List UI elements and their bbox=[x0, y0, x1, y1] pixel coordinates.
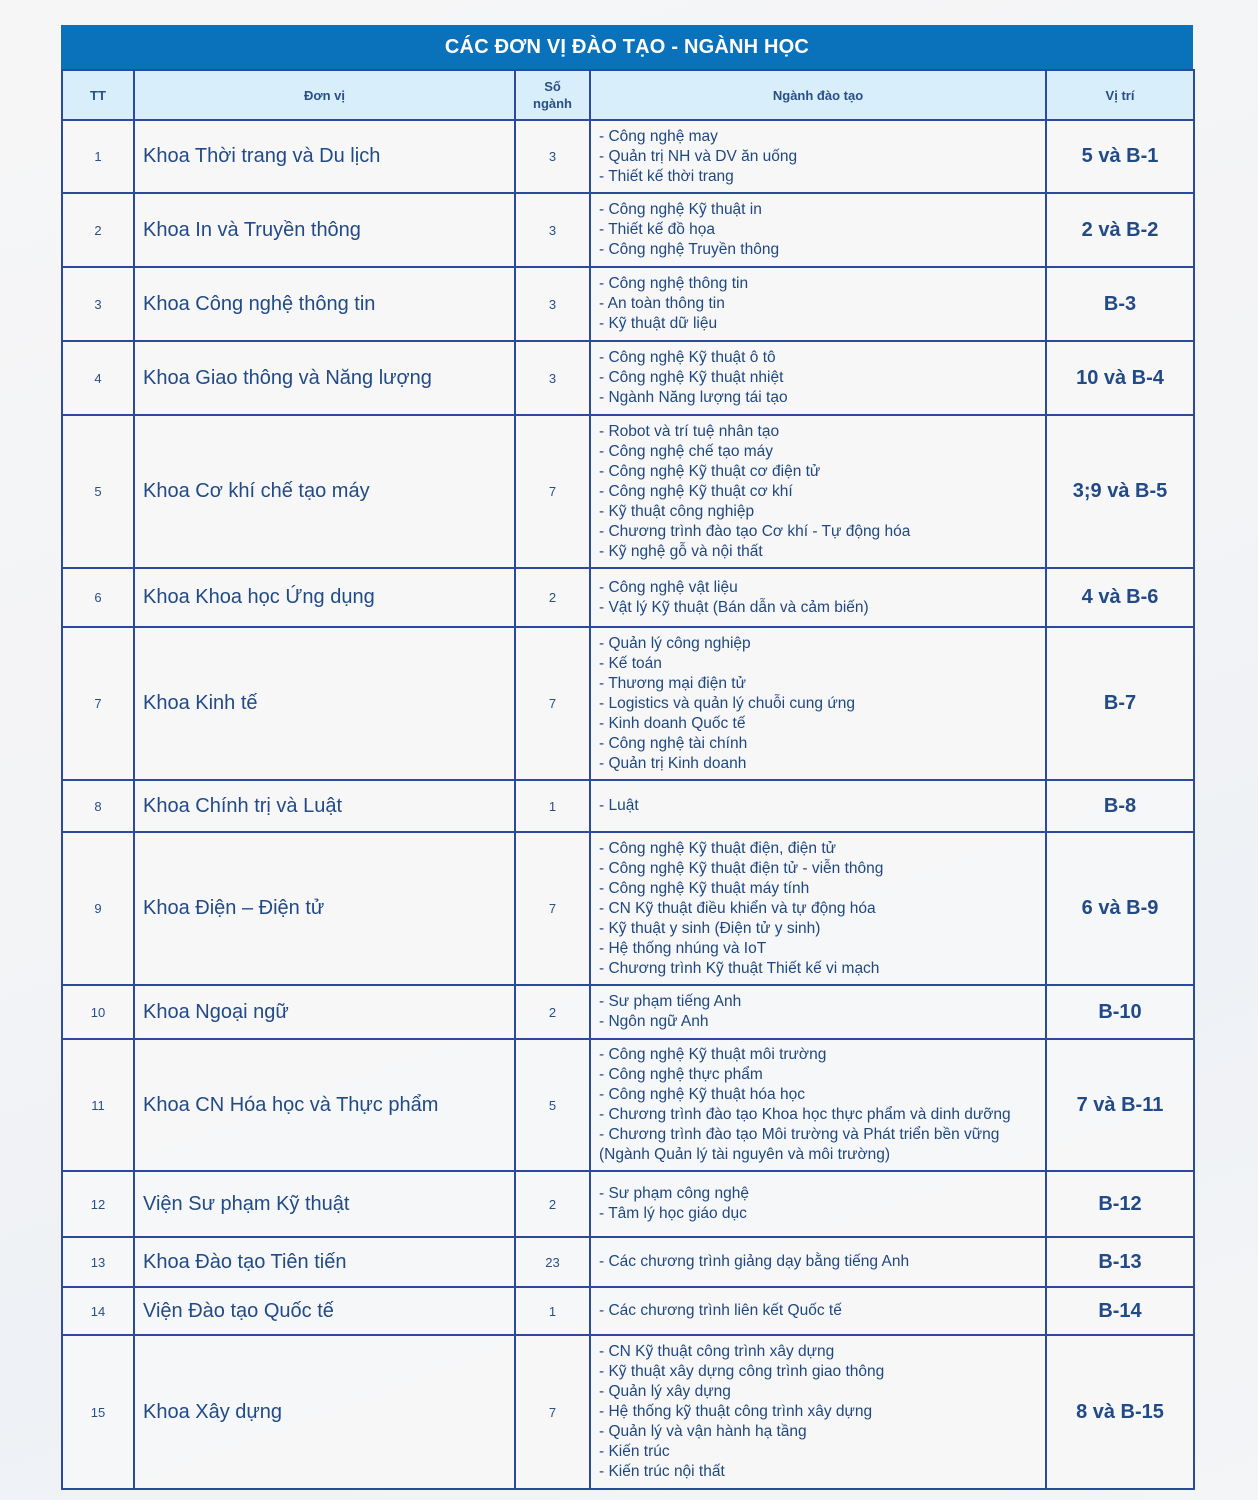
location: 3;9 và B-5 bbox=[1046, 415, 1194, 568]
major-item: - Ngành Năng lượng tái tạo bbox=[599, 389, 788, 406]
major-item: (Ngành Quản lý tài nguyên và môi trường) bbox=[599, 1146, 891, 1163]
unit-name: Khoa Kinh tế bbox=[134, 627, 515, 780]
location: 2 và B-2 bbox=[1046, 193, 1194, 267]
column-header-count-line1: Số bbox=[544, 79, 561, 94]
table-row bbox=[62, 1237, 1194, 1287]
column-header-majors: Ngành đào tạo bbox=[590, 70, 1046, 120]
row-number: 10 bbox=[62, 985, 134, 1039]
major-item: - Quản trị Kinh doanh bbox=[599, 754, 747, 772]
major-item: - Các chương trình liên kết Quốc tế bbox=[599, 1302, 842, 1319]
major-item: - Công nghệ Kỹ thuật môi trường bbox=[599, 1046, 827, 1063]
major-item: - Vật lý Kỹ thuật (Bán dẫn và cảm biến) bbox=[599, 598, 869, 616]
major-count: 1 bbox=[515, 780, 590, 832]
table-row bbox=[62, 627, 1194, 780]
location: 8 và B-15 bbox=[1046, 1335, 1194, 1489]
row-number: 7 bbox=[62, 627, 134, 780]
table-row bbox=[62, 193, 1194, 267]
row-number: 4 bbox=[62, 341, 134, 415]
location: 10 và B-4 bbox=[1046, 341, 1194, 415]
major-item: - Công nghệ Kỹ thuật điện tử - viễn thông bbox=[599, 859, 884, 877]
unit-name: Khoa Thời trang và Du lịch bbox=[134, 120, 515, 193]
major-item: - Công nghệ chế tạo máy bbox=[599, 442, 774, 460]
major-item: - Công nghệ Kỹ thuật cơ khí bbox=[599, 482, 793, 500]
major-item: - Kỹ thuật xây dựng công trình giao thông bbox=[599, 1363, 885, 1380]
majors-list bbox=[590, 193, 1046, 267]
major-item: - Công nghệ vật liệu bbox=[599, 578, 738, 596]
major-item: - Công nghệ Kỹ thuật cơ điện tử bbox=[599, 462, 821, 480]
major-item: - Công nghệ Kỹ thuật nhiệt bbox=[599, 369, 784, 386]
row-number: 8 bbox=[62, 780, 134, 832]
major-count: 2 bbox=[515, 568, 590, 627]
table-header-row bbox=[62, 70, 1194, 120]
unit-name: Khoa In và Truyền thông bbox=[134, 193, 515, 267]
major-count: 23 bbox=[515, 1237, 590, 1287]
row-number: 2 bbox=[62, 193, 134, 267]
majors-list bbox=[590, 985, 1046, 1039]
unit-name: Khoa Ngoại ngữ bbox=[134, 985, 515, 1039]
table-row bbox=[62, 1171, 1194, 1237]
row-number: 3 bbox=[62, 267, 134, 341]
unit-name: Khoa Điện – Điện tử bbox=[134, 832, 515, 985]
major-item: - Thiết kế thời trang bbox=[599, 167, 734, 185]
major-item: - Chương trình Kỹ thuật Thiết kế vi mạch bbox=[599, 959, 880, 977]
row-number: 6 bbox=[62, 568, 134, 627]
major-item: - Công nghệ tài chính bbox=[599, 734, 748, 752]
majors-list bbox=[590, 1171, 1046, 1237]
major-count: 7 bbox=[515, 1335, 590, 1489]
table-row bbox=[62, 832, 1194, 985]
major-item: - Chương trình đào tạo Khoa học thực phẩm và dinh dưỡng bbox=[599, 1106, 1011, 1123]
unit-name: Viện Đào tạo Quốc tế bbox=[134, 1287, 515, 1335]
table-title: CÁC ĐƠN VỊ ĐÀO TẠO - NGÀNH HỌC bbox=[61, 25, 1193, 69]
major-item: - CN Kỹ thuật công trình xây dựng bbox=[599, 1343, 835, 1360]
major-item: - Hệ thống nhúng và IoT bbox=[599, 939, 767, 957]
major-item: - Quản lý và vận hành hạ tầng bbox=[599, 1423, 807, 1440]
major-item: - Chương trình đào tạo Môi trường và Phát triển bền vững bbox=[599, 1126, 1000, 1143]
major-item: - Kiến trúc nội thất bbox=[599, 1463, 725, 1480]
major-item: - Công nghệ Truyền thông bbox=[599, 241, 780, 258]
location: 7 và B-11 bbox=[1046, 1039, 1194, 1171]
major-count: 5 bbox=[515, 1039, 590, 1171]
major-item: - CN Kỹ thuật điều khiển và tự động hóa bbox=[599, 899, 876, 917]
location: 6 và B-9 bbox=[1046, 832, 1194, 985]
major-item: - Công nghệ may bbox=[599, 127, 718, 145]
major-count: 7 bbox=[515, 627, 590, 780]
table-row bbox=[62, 1039, 1194, 1171]
table-row bbox=[62, 1335, 1194, 1489]
majors-list bbox=[590, 341, 1046, 415]
major-item: - Chương trình đào tạo Cơ khí - Tự động hóa bbox=[599, 522, 911, 540]
column-header-location: Vị trí bbox=[1046, 70, 1194, 120]
location: B-8 bbox=[1046, 780, 1194, 832]
majors-list bbox=[590, 1237, 1046, 1287]
major-item: - Công nghệ Kỹ thuật in bbox=[599, 201, 762, 218]
location: B-7 bbox=[1046, 627, 1194, 780]
majors-list bbox=[590, 267, 1046, 341]
major-item: - Logistics và quản lý chuỗi cung ứng bbox=[599, 694, 855, 712]
major-item: - Kỹ thuật y sinh (Điện tử y sinh) bbox=[599, 919, 821, 937]
major-item: - Quản lý xây dựng bbox=[599, 1383, 731, 1400]
major-count: 3 bbox=[515, 341, 590, 415]
majors-list bbox=[590, 832, 1046, 985]
units-table bbox=[61, 69, 1195, 1490]
table-row bbox=[62, 1287, 1194, 1335]
majors-list bbox=[590, 780, 1046, 832]
major-item: - Kỹ thuật dữ liệu bbox=[599, 315, 718, 332]
table-row bbox=[62, 341, 1194, 415]
location: B-3 bbox=[1046, 267, 1194, 341]
row-number: 11 bbox=[62, 1039, 134, 1171]
majors-list bbox=[590, 1287, 1046, 1335]
majors-list bbox=[590, 120, 1046, 193]
majors-list bbox=[590, 415, 1046, 568]
major-item: - Thiết kế đồ họa bbox=[599, 221, 716, 238]
location: B-14 bbox=[1046, 1287, 1194, 1335]
table-row bbox=[62, 985, 1194, 1039]
major-count: 7 bbox=[515, 415, 590, 568]
major-item: - Sư phạm tiếng Anh bbox=[599, 993, 742, 1010]
major-item: - Công nghệ Kỹ thuật máy tính bbox=[599, 879, 810, 897]
major-count: 7 bbox=[515, 832, 590, 985]
column-header-unit: Đơn vị bbox=[134, 70, 515, 120]
column-header-tt: TT bbox=[62, 70, 134, 120]
location: 5 và B-1 bbox=[1046, 120, 1194, 193]
major-item: - Công nghệ Kỹ thuật điện, điện tử bbox=[599, 839, 837, 857]
majors-list bbox=[590, 1039, 1046, 1171]
major-item: - Hệ thống kỹ thuật công trình xây dựng bbox=[599, 1403, 873, 1420]
major-item: - Quản trị NH và DV ăn uống bbox=[599, 147, 798, 165]
unit-name: Khoa Giao thông và Năng lượng bbox=[134, 341, 515, 415]
row-number: 12 bbox=[62, 1171, 134, 1237]
unit-name: Khoa Xây dựng bbox=[134, 1335, 515, 1489]
unit-name: Khoa Khoa học Ứng dụng bbox=[134, 568, 515, 627]
row-number: 5 bbox=[62, 415, 134, 568]
major-item: - Công nghệ Kỹ thuật hóa học bbox=[599, 1086, 805, 1103]
unit-name: Khoa Công nghệ thông tin bbox=[134, 267, 515, 341]
major-item: - Các chương trình giảng dạy bằng tiếng Anh bbox=[599, 1253, 910, 1270]
major-item: - Kinh doanh Quốc tế bbox=[599, 714, 746, 732]
major-item: - Công nghệ thực phẩm bbox=[599, 1066, 763, 1083]
major-item: - Công nghệ Kỹ thuật ô tô bbox=[599, 349, 776, 366]
majors-list bbox=[590, 1335, 1046, 1489]
major-item: - Thương mại điện tử bbox=[599, 674, 746, 692]
location: B-10 bbox=[1046, 985, 1194, 1039]
major-item: - Sư phạm công nghệ bbox=[599, 1185, 749, 1202]
table-row bbox=[62, 415, 1194, 568]
row-number: 1 bbox=[62, 120, 134, 193]
table-body bbox=[62, 120, 1194, 1489]
major-item: - Robot và trí tuệ nhân tạo bbox=[599, 422, 780, 440]
major-item: - Công nghệ thông tin bbox=[599, 275, 749, 292]
major-count: 2 bbox=[515, 985, 590, 1039]
units-table-container bbox=[61, 25, 1193, 1490]
row-number: 15 bbox=[62, 1335, 134, 1489]
major-item: - Kỹ thuật công nghiệp bbox=[599, 502, 755, 520]
major-item: - Kế toán bbox=[599, 654, 662, 672]
majors-list bbox=[590, 627, 1046, 780]
unit-name: Khoa Cơ khí chế tạo máy bbox=[134, 415, 515, 568]
location: B-12 bbox=[1046, 1171, 1194, 1237]
table-row bbox=[62, 120, 1194, 193]
column-header-count bbox=[515, 70, 590, 120]
unit-name: Viện Sư phạm Kỹ thuật bbox=[134, 1171, 515, 1237]
column-header-count-line2: ngành bbox=[533, 96, 572, 111]
major-count: 2 bbox=[515, 1171, 590, 1237]
major-item: - Kiến trúc bbox=[599, 1443, 670, 1460]
major-count: 1 bbox=[515, 1287, 590, 1335]
unit-name: Khoa CN Hóa học và Thực phẩm bbox=[134, 1039, 515, 1171]
major-item: - Kỹ nghệ gỗ và nội thất bbox=[599, 542, 763, 560]
major-item: - Luật bbox=[599, 797, 639, 814]
major-count: 3 bbox=[515, 120, 590, 193]
major-item: - Quản lý công nghiệp bbox=[599, 634, 751, 652]
row-number: 9 bbox=[62, 832, 134, 985]
majors-list bbox=[590, 568, 1046, 627]
unit-name: Khoa Đào tạo Tiên tiến bbox=[134, 1237, 515, 1287]
table-row bbox=[62, 267, 1194, 341]
table-row bbox=[62, 568, 1194, 627]
major-count: 3 bbox=[515, 193, 590, 267]
row-number: 13 bbox=[62, 1237, 134, 1287]
table-row bbox=[62, 780, 1194, 832]
location: B-13 bbox=[1046, 1237, 1194, 1287]
major-item: - Ngôn ngữ Anh bbox=[599, 1013, 709, 1030]
row-number: 14 bbox=[62, 1287, 134, 1335]
major-item: - Tâm lý học giáo dục bbox=[599, 1205, 747, 1222]
major-item: - An toàn thông tin bbox=[599, 295, 725, 312]
unit-name: Khoa Chính trị và Luật bbox=[134, 780, 515, 832]
major-count: 3 bbox=[515, 267, 590, 341]
location: 4 và B-6 bbox=[1046, 568, 1194, 627]
